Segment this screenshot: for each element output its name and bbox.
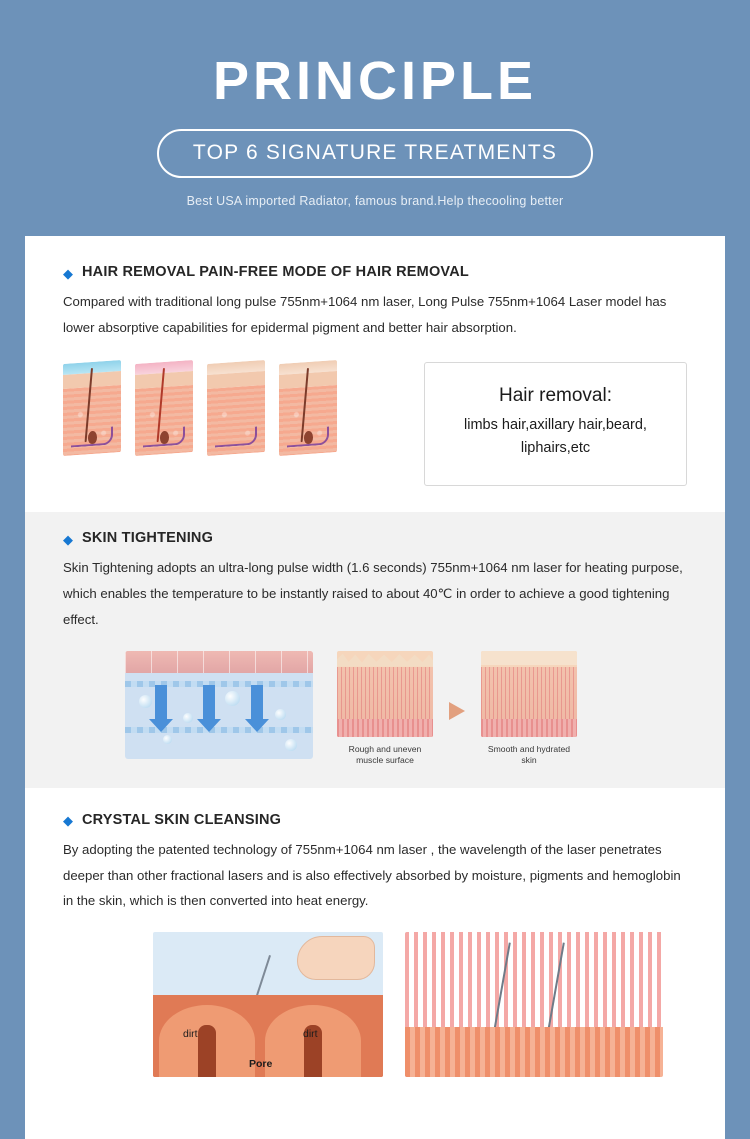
section-crystal-skin-cleansing — [25, 788, 725, 1077]
bubble-icon — [163, 735, 172, 744]
section-paragraph: Compared with traditional long pulse 755nm+1064 nm laser, Long Pulse 755nm+1064 Laser model has lower absorptive capabilities for epidermal pigment and better hair absorption. — [63, 294, 667, 335]
after-item — [481, 651, 577, 766]
smooth-surface — [481, 651, 577, 665]
hand-icon — [297, 936, 375, 980]
section-paragraph: By adopting the patented technology of 755nm+1064 nm laser , the wavelength of the laser penetrates deeper than other fractional lasers and is also effectively absorbed by moisture, pigments and hemoglobin in the skin, which is then converted into heat energy. — [63, 841, 681, 909]
bubble-icon — [285, 739, 297, 751]
section-paragraph: Skin Tightening adopts an ultra-long pulse width (1.6 seconds) 755nm+1064 nm laser for heating purpose, which enables the temperature to be instantly raised to about 40℃ in order to achieve a good tightening effect. — [63, 560, 683, 627]
skin-tightening-figure-row — [63, 651, 687, 766]
bubble-icon — [183, 713, 193, 723]
hair-removal-callout — [424, 362, 687, 486]
rough-tissue-illustration — [337, 651, 433, 737]
label-pore: Pore — [249, 1058, 273, 1071]
callout-line-1: limbs hair,axillary hair,beard, — [464, 417, 647, 434]
skin-block-post-1 — [207, 360, 265, 456]
callout-title: Hair removal: — [499, 385, 612, 407]
down-arrow-icon — [155, 685, 167, 719]
header-subtitle: Best USA imported Radiator, famous brand.Help thecooling better — [186, 194, 564, 209]
probe-needle-icon — [493, 943, 511, 1032]
laser-penetration-illustration — [405, 932, 663, 1077]
before-after-figure — [337, 651, 577, 766]
section-heading-label: SKIN TIGHTENING — [82, 530, 214, 547]
skin-block-cooled — [63, 360, 121, 456]
section-hair-removal — [25, 236, 725, 486]
skin-block-post-2 — [279, 360, 337, 456]
label-dirt-right: dirt — [303, 1028, 318, 1041]
section-heading — [63, 264, 687, 280]
right-margin — [725, 236, 750, 1139]
hair-removal-figure-row — [63, 362, 687, 486]
section-heading-label: CRYSTAL SKIN CLEANSING — [82, 811, 282, 828]
diamond-bullet-icon: ◆ — [63, 813, 73, 829]
label-dirt-left: dirt — [183, 1028, 198, 1041]
subtitle-pill: TOP 6 SIGNATURE TREATMENTS — [157, 129, 593, 178]
content-card — [25, 236, 725, 1139]
skin-block-laser — [135, 360, 193, 456]
pore-hump — [265, 1005, 361, 1077]
section-heading-label: HAIR REMOVAL PAIN-FREE MODE OF HAIR REMOVAL — [82, 264, 469, 280]
bubble-icon — [139, 695, 152, 708]
cleansing-figure-row — [63, 932, 687, 1077]
right-arrow-icon — [449, 702, 465, 720]
dermis-band — [405, 1027, 663, 1077]
diamond-bullet-icon: ◆ — [63, 265, 73, 281]
section-heading — [63, 812, 687, 828]
pore-opening — [198, 1025, 216, 1077]
page-header — [0, 0, 750, 208]
pore-cleansing-illustration — [153, 932, 383, 1077]
heat-penetration-illustration — [125, 651, 313, 759]
muscle-base — [337, 719, 433, 737]
callout-line-2: liphairs,etc — [520, 439, 591, 456]
figure-caption-after: Smooth and hydrated skin — [487, 743, 571, 765]
page-title: PRINCIPLE — [212, 51, 538, 111]
before-item — [337, 651, 433, 766]
bubble-icon — [225, 691, 240, 706]
rough-surface — [337, 651, 433, 667]
muscle-base — [481, 719, 577, 737]
skin-surface-grid — [125, 651, 313, 673]
section-skin-tightening — [25, 512, 725, 788]
section-heading — [63, 530, 687, 546]
left-margin — [0, 236, 25, 1139]
down-arrow-icon — [203, 685, 215, 719]
diamond-bullet-icon: ◆ — [63, 531, 73, 547]
pore-hump — [159, 1005, 255, 1077]
skin-cross-section-illustration — [63, 362, 337, 454]
down-arrow-icon — [251, 685, 263, 719]
probe-needle-icon — [547, 943, 565, 1032]
wave-line — [125, 681, 313, 687]
figure-caption-before: Rough and uneven muscle surface — [348, 743, 422, 765]
smooth-tissue-illustration — [481, 651, 577, 737]
bubble-icon — [275, 709, 286, 720]
